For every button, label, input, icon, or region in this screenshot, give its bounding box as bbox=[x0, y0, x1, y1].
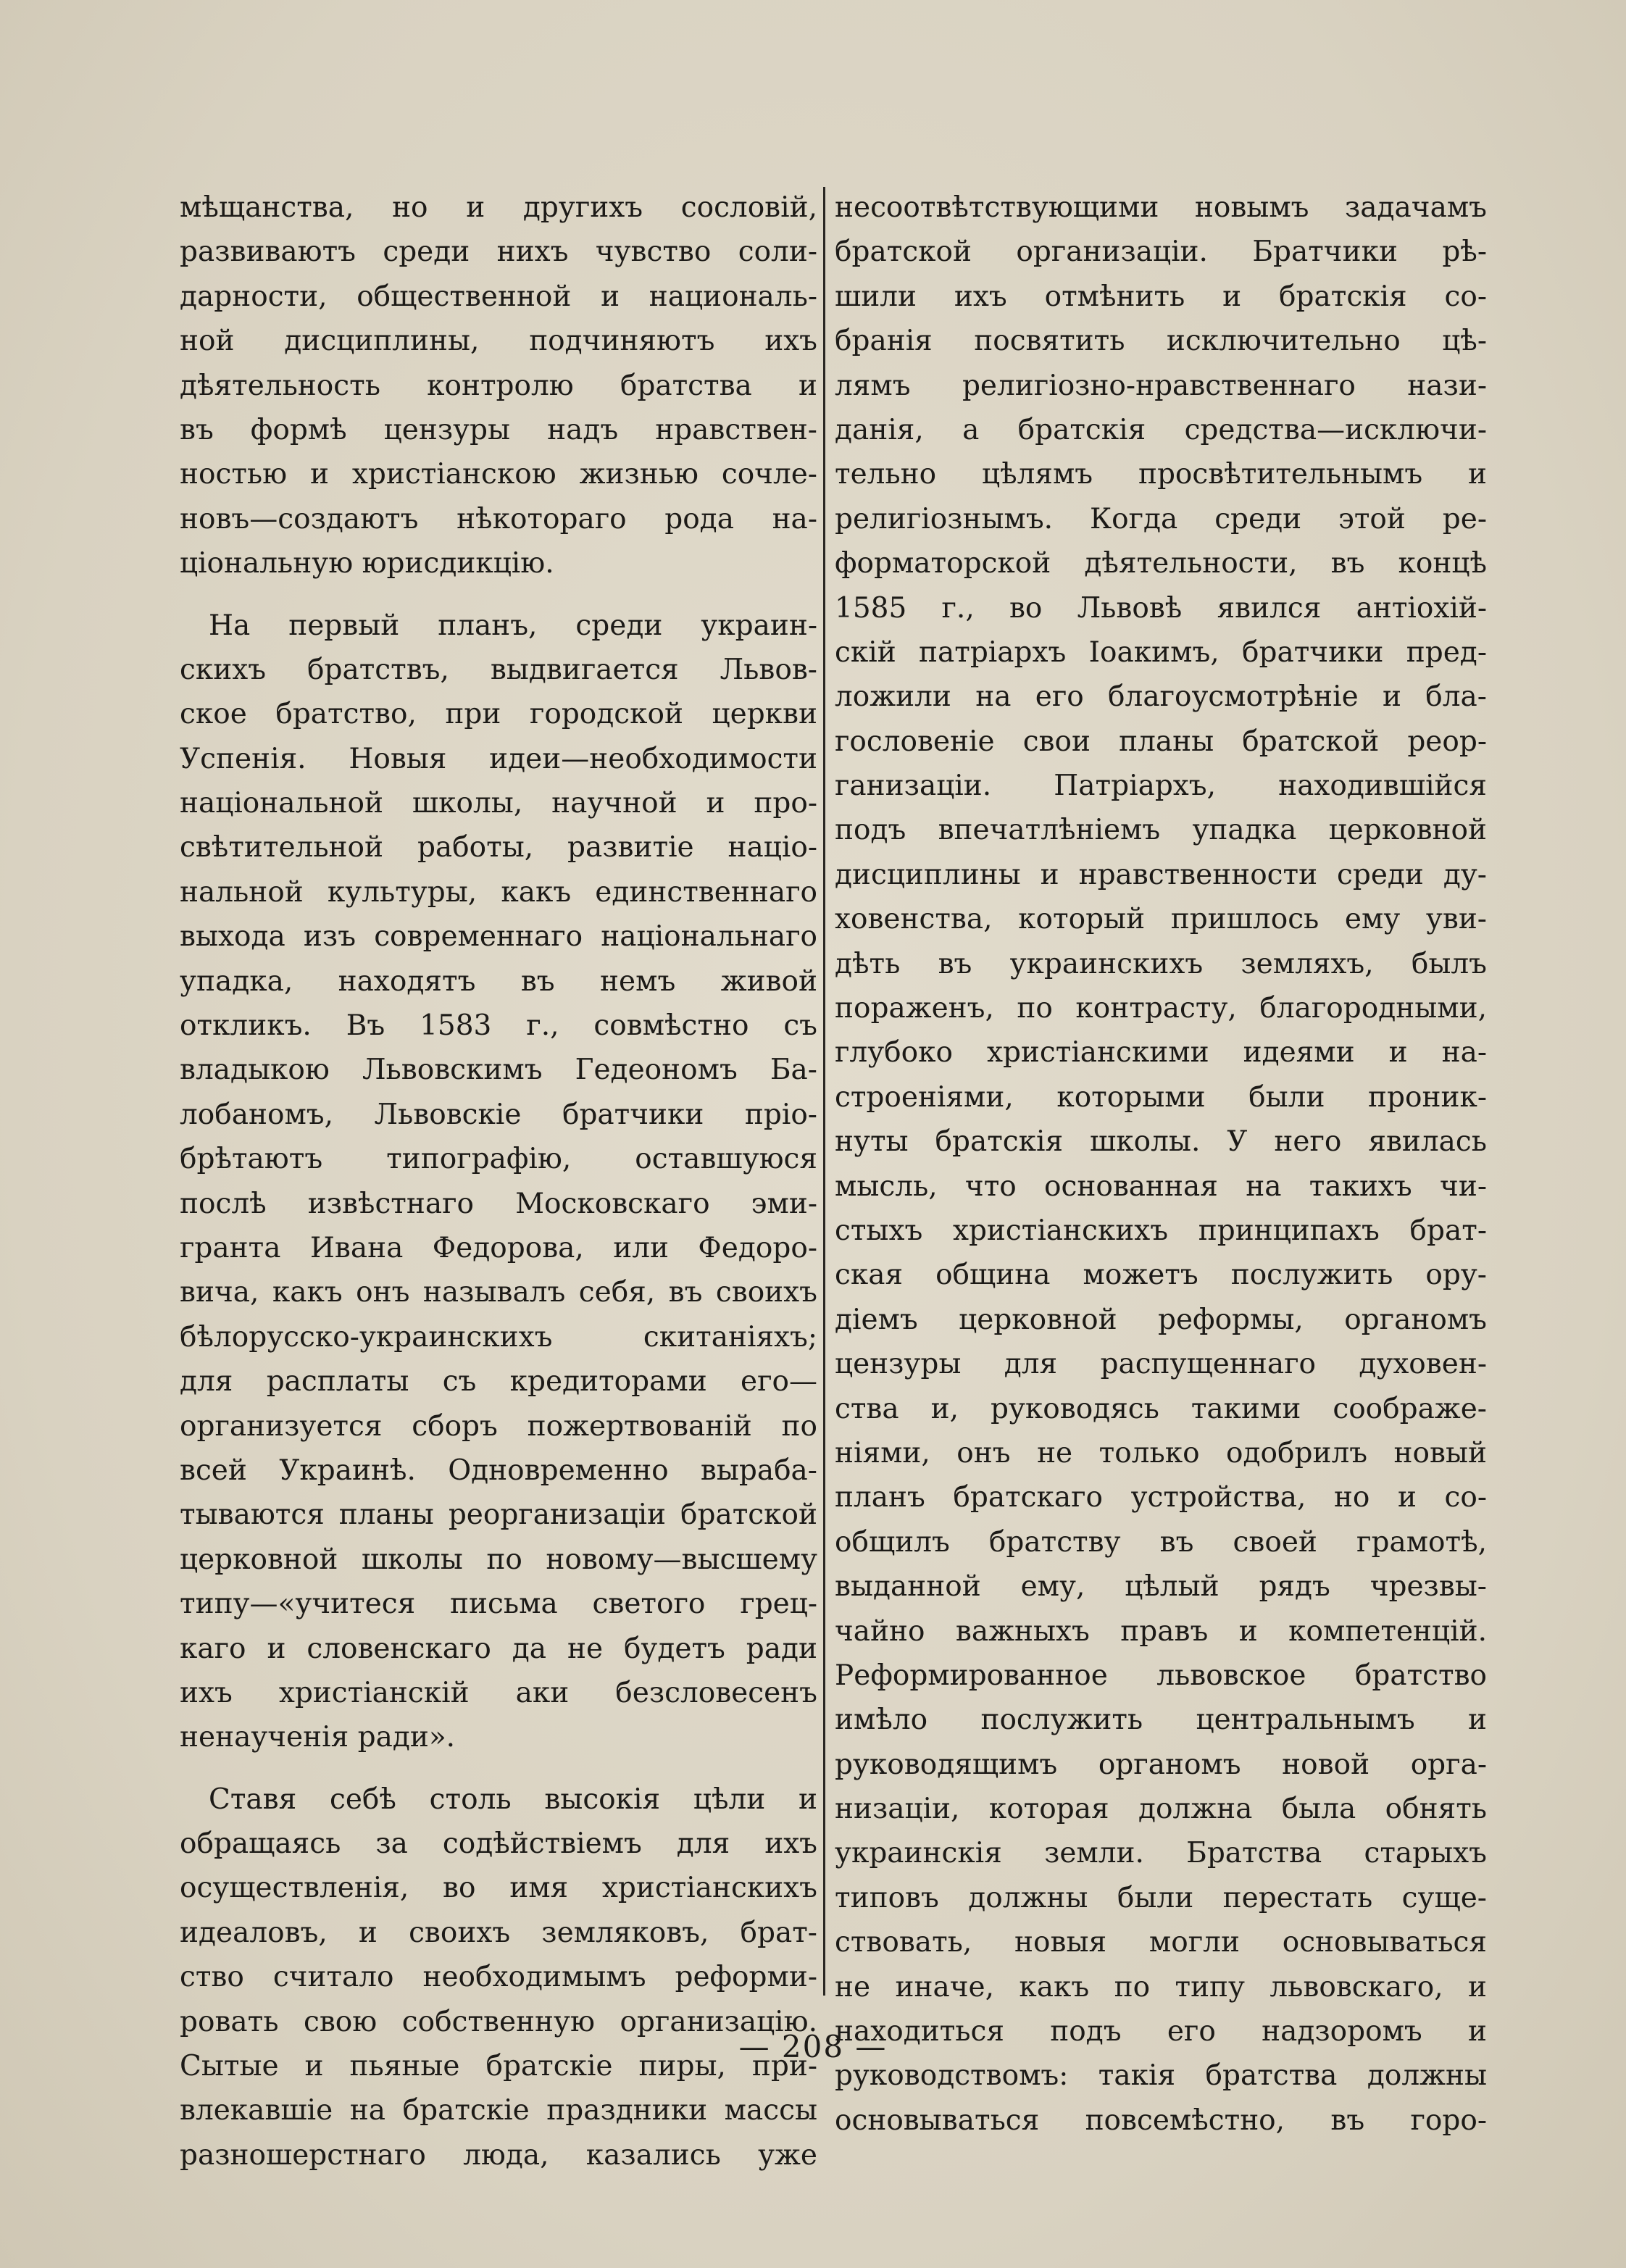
text-line: скій патріархъ Іоакимъ, братчики пред- bbox=[835, 635, 1487, 669]
text-line: ціональную юрисдикцію. bbox=[180, 547, 554, 580]
text-line: ніями, онъ не только одобрилъ новый bbox=[835, 1436, 1487, 1469]
text-line: въ формѣ цензуры надъ нравствен- bbox=[180, 413, 817, 446]
text-line: послѣ извѣстнаго Московскаго эми- bbox=[180, 1187, 817, 1220]
text-line: дѣятельность контролю братства и bbox=[180, 369, 817, 402]
text-line: руководящимъ органомъ новой орга- bbox=[835, 1748, 1487, 1781]
text-line: разношерстнаго люда, казались уже bbox=[180, 2138, 817, 2172]
text-line: не иначе, какъ по типу львовскаго, и bbox=[835, 1970, 1487, 2004]
text-line: типу—«учитеся письма светого грец- bbox=[180, 1588, 817, 1621]
text-line: ихъ христіанскій аки безсловесенъ bbox=[180, 1676, 817, 1709]
text-line: шили ихъ отмѣнить и братскія со- bbox=[835, 280, 1487, 313]
text-line: ной дисциплины, подчиняютъ ихъ bbox=[180, 325, 817, 358]
text-line: національной школы, научной и про- bbox=[180, 787, 817, 820]
text-line: дѣть въ украинскихъ земляхъ, былъ bbox=[835, 947, 1487, 980]
text-line: тельно цѣлямъ просвѣтительнымъ и bbox=[835, 458, 1487, 491]
text-line: дисциплины и нравственности среди ду- bbox=[835, 858, 1487, 891]
text-line: Реформированное львовское братство bbox=[835, 1659, 1487, 1692]
right-column bbox=[835, 185, 1487, 2143]
text-line: религіознымъ. Когда среди этой ре- bbox=[835, 502, 1487, 535]
text-line: ства и, руководясь такими соображе- bbox=[835, 1392, 1487, 1425]
text-line: низаціи, которая должна была обнять bbox=[835, 1793, 1487, 1826]
text-line: несоотвѣтствующими новымъ задачамъ bbox=[835, 191, 1487, 224]
text-line: мѣщанства, но и другихъ сословій, bbox=[180, 191, 817, 224]
paragraph bbox=[180, 1777, 817, 2178]
text-line: идеаловъ, и своихъ земляковъ, брат- bbox=[180, 1916, 817, 1949]
text-line: ностью и христіанскою жизнью сочле- bbox=[180, 458, 817, 491]
text-line: вича, какъ онъ называлъ себя, въ своихъ bbox=[180, 1276, 817, 1309]
text-line: цензуры для распущеннаго духовен- bbox=[835, 1348, 1487, 1381]
text-line: ховенства, который пришлось ему уви- bbox=[835, 903, 1487, 936]
text-line: общилъ братству въ своей грамотѣ, bbox=[835, 1525, 1487, 1559]
text-line: глубоко христіанскими идеями и на- bbox=[835, 1036, 1487, 1070]
text-line: 1585 г., во Львовѣ явился антіохій- bbox=[835, 591, 1487, 625]
text-line: планъ братскаго устройства, но и со- bbox=[835, 1481, 1487, 1514]
text-line: упадка, находятъ въ немъ живой bbox=[180, 964, 817, 998]
paragraph bbox=[180, 604, 817, 1760]
text-line: свѣтительной работы, развитіе націо- bbox=[180, 831, 817, 864]
text-line: выхода изъ современнаго національнаго bbox=[180, 920, 817, 954]
text-line: ская община можетъ послужить ору- bbox=[835, 1259, 1487, 1292]
text-line: Успенія. Новыя идеи—необходимости bbox=[180, 742, 817, 775]
text-line: подъ впечатлѣніемъ упадка церковной bbox=[835, 814, 1487, 847]
text-line: лобаномъ, Львовскіе братчики пріо- bbox=[180, 1098, 817, 1131]
text-line: обращаясь за содѣйствіемъ для ихъ bbox=[180, 1827, 817, 1861]
text-line: стыхъ христіанскихъ принципахъ брат- bbox=[835, 1214, 1487, 1247]
text-line: ненаученія ради». bbox=[180, 1721, 456, 1754]
text-line: діемъ церковной реформы, органомъ bbox=[835, 1303, 1487, 1336]
text-line: Ставя себѣ столь высокія цѣли и bbox=[209, 1783, 817, 1816]
text-line: ствовать, новыя могли основываться bbox=[835, 1926, 1487, 1959]
paragraph-gap bbox=[180, 1760, 817, 1777]
text-line: осуществленія, во имя христіанскихъ bbox=[180, 1872, 817, 1905]
text-line: бранія посвятить исключительно цѣ- bbox=[835, 325, 1487, 358]
text-line: пораженъ, по контрасту, благородными, bbox=[835, 992, 1487, 1025]
text-line: гословеніе свои планы братской реор- bbox=[835, 725, 1487, 758]
text-line: ложили на его благоусмотрѣніе и бла- bbox=[835, 680, 1487, 714]
text-line: церковной школы по новому—высшему bbox=[180, 1543, 817, 1576]
text-line: ское братство, при городской церкви bbox=[180, 698, 817, 731]
text-line: ганизаціи. Патріархъ, находившійся bbox=[835, 770, 1487, 803]
text-line: организуется сборъ пожертвованій по bbox=[180, 1409, 817, 1443]
text-line: основываться повсемѣстно, въ горо- bbox=[835, 2104, 1487, 2137]
text-line: форматорской дѣятельности, въ концѣ bbox=[835, 547, 1487, 580]
paragraph bbox=[835, 185, 1487, 2143]
text-line: находиться подъ его надзоромъ и bbox=[835, 2015, 1487, 2048]
text-line: владыкою Львовскимъ Гедеономъ Ба- bbox=[180, 1054, 817, 1087]
text-line: для расплаты съ кредиторами его— bbox=[180, 1365, 817, 1398]
text-line: развиваютъ среди нихъ чувство соли- bbox=[180, 235, 817, 269]
text-line: скихъ братствъ, выдвигается Львов- bbox=[180, 653, 817, 686]
text-line: ровать свою собственную организацію. bbox=[180, 2005, 817, 2038]
text-line: украинскія земли. Братства старыхъ bbox=[835, 1837, 1487, 1870]
text-line: откликъ. Въ 1583 г., совмѣстно съ bbox=[180, 1009, 817, 1043]
column-divider bbox=[823, 187, 825, 1996]
paragraph-gap bbox=[180, 586, 817, 604]
text-line: мысль, что основанная на такихъ чи- bbox=[835, 1170, 1487, 1203]
text-line: всей Украинѣ. Одновременно выраба- bbox=[180, 1454, 817, 1487]
text-line: лямъ религіозно-нравственнаго нази- bbox=[835, 369, 1487, 402]
text-line: строеніями, которыми были проник- bbox=[835, 1080, 1487, 1114]
text-line: новъ—создаютъ нѣкотораго рода на- bbox=[180, 502, 817, 535]
text-line: нальной культуры, какъ единственнаго bbox=[180, 875, 817, 909]
text-line: дарности, общественной и националь- bbox=[180, 280, 817, 313]
text-line: выданной ему, цѣлый рядъ чрезвы- bbox=[835, 1570, 1487, 1604]
text-line: тываются планы реорганизаціи братской bbox=[180, 1498, 817, 1532]
paragraph bbox=[180, 185, 817, 586]
text-line: гранта Ивана Федорова, или Федоро- bbox=[180, 1231, 817, 1264]
text-line: нуты братскія школы. У него явилась bbox=[835, 1125, 1487, 1159]
text-line: Сытые и пьяные братскіе пиры, при- bbox=[180, 2050, 817, 2083]
text-line: брѣтаютъ типографію, оставшуюся bbox=[180, 1143, 817, 1176]
text-line: влекавшіе на братскіе праздники массы bbox=[180, 2094, 817, 2127]
text-line: бѣлорусско-украинскихъ скитаніяхъ; bbox=[180, 1320, 817, 1354]
text-line: данія, а братскія средства—исключи- bbox=[835, 413, 1487, 446]
left-column bbox=[180, 185, 817, 2177]
text-line: ство считало необходимымъ реформи- bbox=[180, 1961, 817, 1994]
text-line: братской организаціи. Братчики рѣ- bbox=[835, 235, 1487, 269]
text-line: На первый планъ, среди украин- bbox=[209, 609, 817, 642]
text-line: имѣло послужить центральнымъ и bbox=[835, 1704, 1487, 1737]
text-line: каго и словенскаго да не будетъ ради bbox=[180, 1632, 817, 1665]
page-number: — 208 — bbox=[738, 2029, 888, 2064]
text-line: руководствомъ: такія братства должны bbox=[835, 2059, 1487, 2093]
text-line: чайно важныхъ правъ и компетенцій. bbox=[835, 1614, 1487, 1648]
text-line: типовъ должны были перестать суще- bbox=[835, 1881, 1487, 1914]
